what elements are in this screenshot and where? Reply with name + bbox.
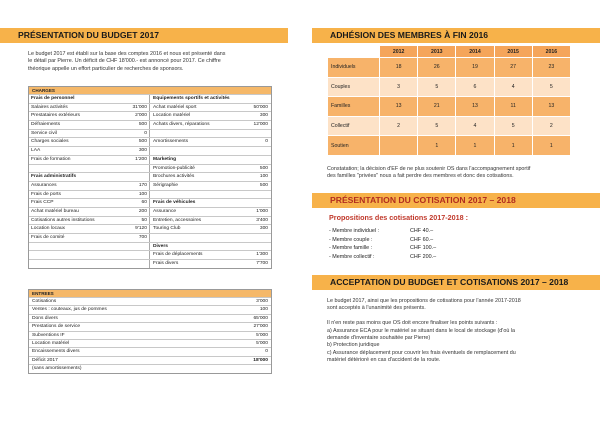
intro-line: théorique appelle un effort particulier de recherches de sponsors. xyxy=(28,65,184,72)
cotisation-title: PRÉSENTATION DU COTISATION 2017 – 2018 xyxy=(312,193,600,208)
charge-label-right: Divers xyxy=(153,243,168,249)
charges-row xyxy=(29,224,271,233)
membership-count: 4 xyxy=(456,116,494,136)
charge-label-right: Sérigraphie xyxy=(153,182,179,188)
membership-corner-cell xyxy=(328,46,380,58)
membership-year-header: 2013 xyxy=(418,46,456,58)
membership-count: 11 xyxy=(494,97,532,117)
entree-label: Ventes : couteaux, jus de pommes xyxy=(32,307,107,313)
membership-title: ADHÉSION DES MEMBRES À FIN 2016 xyxy=(312,28,600,43)
entree-label: Location matériel xyxy=(32,340,70,346)
cotisation-label: - Membre collectif : xyxy=(329,253,375,260)
membership-category: Individuels xyxy=(328,58,380,78)
cotisation-label: - Membre famille : xyxy=(329,245,373,252)
charges-row xyxy=(29,233,271,242)
charge-amount-left: 300 xyxy=(114,147,150,155)
entrees-row xyxy=(29,322,271,330)
charges-row xyxy=(29,172,271,181)
charge-amount-left xyxy=(114,95,150,103)
charges-row xyxy=(29,259,271,268)
charge-amount-right: 1'300 xyxy=(256,252,269,258)
membership-table xyxy=(327,45,571,156)
charge-label-right xyxy=(150,234,235,242)
charge-label-right: Promotion-publicité xyxy=(153,165,195,171)
intro-line: Le budget 2017 est établi sur la base des comptes 2016 et nous est présenté dans xyxy=(28,51,226,57)
entree-label: Encaissements divers xyxy=(32,349,80,355)
charge-amount-left: 50 xyxy=(114,217,150,225)
entree-amount: 65'000 xyxy=(253,315,268,321)
charge-amount-left: 60 xyxy=(114,199,150,207)
charge-amount-left xyxy=(114,251,150,259)
charge-amount-right: 7'700 xyxy=(256,261,269,267)
membership-count: 2 xyxy=(380,116,418,136)
membership-count xyxy=(380,136,418,156)
cotisation-label: - Membre couple : xyxy=(329,236,373,243)
membership-count: 13 xyxy=(456,97,494,117)
charge-label-right xyxy=(150,130,235,138)
acceptance-line: a) Assurance ECA pour le matériel se situant dans le local de stockage (d'où la xyxy=(327,327,516,334)
membership-count: 3 xyxy=(380,77,418,97)
charges-row xyxy=(29,103,271,112)
charges-row xyxy=(29,207,271,216)
membership-count: 23 xyxy=(532,58,570,78)
acceptance-line: Il n'en reste pas moins que OS doit encore finaliser les points suivants : xyxy=(327,320,498,327)
membership-count: 1 xyxy=(532,136,570,156)
membership-year-header: 2016 xyxy=(532,46,570,58)
charge-label-right: Assurance xyxy=(153,208,177,214)
charges-row xyxy=(29,181,271,190)
entrees-row xyxy=(29,347,271,355)
charge-label-right: Brochures activités xyxy=(153,174,195,180)
membership-count: 5 xyxy=(494,116,532,136)
charges-row xyxy=(29,137,271,146)
charge-amount-right: 0 xyxy=(265,139,269,145)
charge-amount-right: 12'000 xyxy=(253,122,269,128)
charges-row xyxy=(29,216,271,225)
charge-amount-left: 500 xyxy=(114,138,150,146)
charge-amount-right: 300 xyxy=(259,226,269,232)
membership-year-header: 2014 xyxy=(456,46,494,58)
charge-label-right: Achats divers, réparations xyxy=(153,122,210,128)
charge-label-left: Location locaux xyxy=(31,226,65,232)
charge-amount-right: 500 xyxy=(259,182,269,188)
charge-amount-left: 700 xyxy=(114,234,150,242)
charges-header: CHARGES xyxy=(29,87,271,94)
charges-row xyxy=(29,190,271,199)
entree-amount xyxy=(233,365,271,372)
charge-amount-right xyxy=(235,199,271,207)
acceptance-line: sont acceptés à l'unanimité des présents. xyxy=(327,305,426,312)
charge-label-left: Prestataires extérieurs xyxy=(31,113,80,119)
membership-category: Collectif xyxy=(328,116,380,136)
membership-note xyxy=(327,166,587,181)
entrees-table xyxy=(28,289,272,374)
membership-category: Familles xyxy=(328,97,380,117)
membership-header-row xyxy=(328,46,571,58)
entree-amount: 5'000 xyxy=(256,332,268,338)
membership-count: 1 xyxy=(494,136,532,156)
acceptance-line: b) Protection juridique xyxy=(327,342,380,349)
acceptance-line: c) Assurance déplacement pour couvrir les frais éventuels de remplacement du xyxy=(327,349,516,356)
charge-amount-right: 500 xyxy=(259,165,269,171)
acceptance-line: demande d'inventaire souhaitée par Pierre) xyxy=(327,335,431,342)
charges-row xyxy=(29,198,271,207)
entrees-row xyxy=(29,314,271,322)
membership-count: 1 xyxy=(456,136,494,156)
charges-row xyxy=(29,164,271,173)
charge-amount-left: 31'000 xyxy=(114,104,150,112)
charge-amount-left: 9'120 xyxy=(114,225,150,233)
charge-label-right: Entretien, accessoires xyxy=(153,217,202,223)
cotisation-amount: CHF 100.– xyxy=(410,245,437,252)
entrees-row xyxy=(29,356,271,364)
membership-row xyxy=(328,77,571,97)
charge-amount-right: 300 xyxy=(259,113,269,119)
membership-count: 5 xyxy=(418,77,456,97)
charge-amount-left xyxy=(114,243,150,251)
membership-category: Soutien xyxy=(328,136,380,156)
entree-amount: 0 xyxy=(265,349,268,355)
charge-label-left: Salaires activités xyxy=(31,104,68,110)
note-line: des familles "privées" nous a fait perdre des membres et donc des cotisations. xyxy=(327,173,514,180)
charge-amount-left: 1'200 xyxy=(114,156,150,164)
charges-row xyxy=(29,146,271,155)
membership-year-header: 2015 xyxy=(494,46,532,58)
membership-count: 13 xyxy=(532,97,570,117)
membership-row xyxy=(328,136,571,156)
charge-amount-left: 0 xyxy=(114,130,150,138)
charge-label-left xyxy=(29,165,114,173)
membership-count: 5 xyxy=(532,77,570,97)
charge-label-left xyxy=(29,251,114,259)
charge-label-left: Frais de formation xyxy=(31,156,71,162)
charge-label-right: Frais de véhicules xyxy=(153,200,196,206)
membership-count: 13 xyxy=(380,97,418,117)
membership-count: 18 xyxy=(380,58,418,78)
membership-category: Couples xyxy=(328,77,380,97)
charges-row xyxy=(29,129,271,138)
entrees-row xyxy=(29,297,271,305)
charge-label-left: Frais de comité xyxy=(31,235,65,240)
entree-amount: 27'000 xyxy=(253,324,268,330)
charge-amount-right xyxy=(235,130,271,138)
charge-label-right xyxy=(150,191,235,199)
charge-label-left: Charges sociales xyxy=(31,139,69,145)
membership-row xyxy=(328,116,571,136)
charge-amount-left: 200 xyxy=(114,208,150,216)
acceptance-line xyxy=(327,313,587,320)
charge-label-left: Frais CCP xyxy=(31,200,54,206)
entree-amount: 100 xyxy=(259,307,268,313)
charges-row xyxy=(29,120,271,129)
acceptance-text xyxy=(327,298,587,365)
charge-label-right: Touring Club xyxy=(153,226,181,232)
charge-label-left xyxy=(29,243,114,251)
membership-count: 21 xyxy=(418,97,456,117)
membership-count: 1 xyxy=(418,136,456,156)
cotisation-label: - Membre individuel : xyxy=(329,228,380,234)
entree-label: Cotisations xyxy=(32,299,57,304)
charge-label-right: Equipements sportifs et activités xyxy=(153,96,230,101)
entrees-row xyxy=(29,305,271,313)
charge-label-left: Frais administratifs xyxy=(31,174,77,180)
charges-row xyxy=(29,111,271,120)
entree-label: Subventions IF xyxy=(32,332,65,338)
charge-label-left: Cotisations autres institutions xyxy=(31,217,95,223)
membership-count: 26 xyxy=(418,58,456,78)
charge-amount-right: 1'000 xyxy=(256,208,269,214)
charge-amount-right xyxy=(235,191,271,199)
charges-table xyxy=(28,86,272,269)
charge-label-left: Frais de personnel xyxy=(31,96,75,101)
entrees-header: ENTREES xyxy=(29,290,271,297)
charge-amount-right: 3'400 xyxy=(256,217,269,223)
charge-amount-left: 2'000 xyxy=(114,112,150,120)
charge-label-right: Frais de déplacements xyxy=(153,252,203,258)
acceptance-line: Le budget 2017, ainsi que les propositions de cotisations pour l'année 2017-2018 xyxy=(327,298,521,304)
charge-label-right: Amortissements xyxy=(153,139,189,145)
membership-year-header: 2012 xyxy=(380,46,418,58)
charge-label-left: Service civil xyxy=(31,130,57,136)
charge-amount-right: 100 xyxy=(259,174,269,180)
entree-label: Dons divers xyxy=(32,315,58,321)
charges-row xyxy=(29,94,271,103)
membership-count: 2 xyxy=(532,116,570,136)
entree-label: Déficit 2017 xyxy=(32,357,58,363)
charge-label-left: LAA xyxy=(31,148,41,154)
entrees-row xyxy=(29,339,271,347)
charge-amount-right xyxy=(235,156,271,164)
charges-row xyxy=(29,242,271,251)
cotisation-amount: CHF 40.– xyxy=(410,228,434,234)
intro-line: le détail par Pierre. Un déficit de CHF 18'000.- est annoncé pour 2017. Ce chiffre xyxy=(28,58,221,65)
note-line: Constatation; la décision d'EF de ne plus soutenir OS dans l'accompagnement sportif xyxy=(327,166,531,172)
charge-amount-left xyxy=(114,165,150,173)
charge-amount-left: 500 xyxy=(114,121,150,129)
entrees-row xyxy=(29,364,271,372)
budget-presentation-title: PRÉSENTATION DU BUDGET 2017 xyxy=(0,28,288,43)
membership-count: 4 xyxy=(494,77,532,97)
charge-label-right: Achat matériel sport xyxy=(153,104,197,110)
charge-amount-right: 50'000 xyxy=(253,104,269,110)
entree-label: Prestations de service xyxy=(32,324,81,330)
charge-amount-right xyxy=(235,234,271,242)
charge-amount-right xyxy=(235,243,271,251)
cotisation-amount: CHF 60.– xyxy=(410,236,434,243)
charges-row xyxy=(29,250,271,259)
acceptance-line: matériel détérioré en cas d'accident de la route. xyxy=(327,357,441,364)
charge-label-left: Achat matériel bureau xyxy=(31,208,79,214)
entrees-row xyxy=(29,331,271,339)
entree-amount: 5'000 xyxy=(256,340,268,346)
acceptance-title: ACCEPTATION DU BUDGET ET COTISATIONS 2017 – 2018 xyxy=(312,275,600,290)
entree-label: (sans amortissements) xyxy=(32,366,82,372)
budget-intro-text xyxy=(28,51,278,73)
membership-count: 19 xyxy=(456,58,494,78)
charge-amount-left: 100 xyxy=(114,191,150,199)
charge-label-right xyxy=(150,147,235,155)
membership-row xyxy=(328,58,571,78)
charge-label-right: Location matériel xyxy=(153,113,191,119)
membership-count: 5 xyxy=(418,116,456,136)
charge-amount-right xyxy=(235,95,271,103)
charge-label-right: Marketing xyxy=(153,156,177,162)
charge-label-left xyxy=(29,260,114,268)
charge-label-left: Assurances xyxy=(31,182,57,188)
charge-label-left: Frais de ports xyxy=(31,191,61,197)
entree-amount: 3'000 xyxy=(256,299,268,304)
charge-amount-right xyxy=(235,147,271,155)
membership-count: 27 xyxy=(494,58,532,78)
charge-amount-left: 170 xyxy=(114,182,150,190)
membership-row xyxy=(328,97,571,117)
cotisation-subtitle: Propositions des cotisations 2017-2018 : xyxy=(329,213,469,222)
charge-label-left: Défraiements xyxy=(31,122,61,128)
charge-amount-left xyxy=(114,260,150,268)
cotisation-amount: CHF 200.– xyxy=(410,253,437,260)
charge-label-right: Frais divers xyxy=(153,261,179,267)
charges-row xyxy=(29,155,271,164)
charge-amount-left xyxy=(114,173,150,181)
entree-amount: 18'000 xyxy=(253,357,268,363)
membership-count: 6 xyxy=(456,77,494,97)
